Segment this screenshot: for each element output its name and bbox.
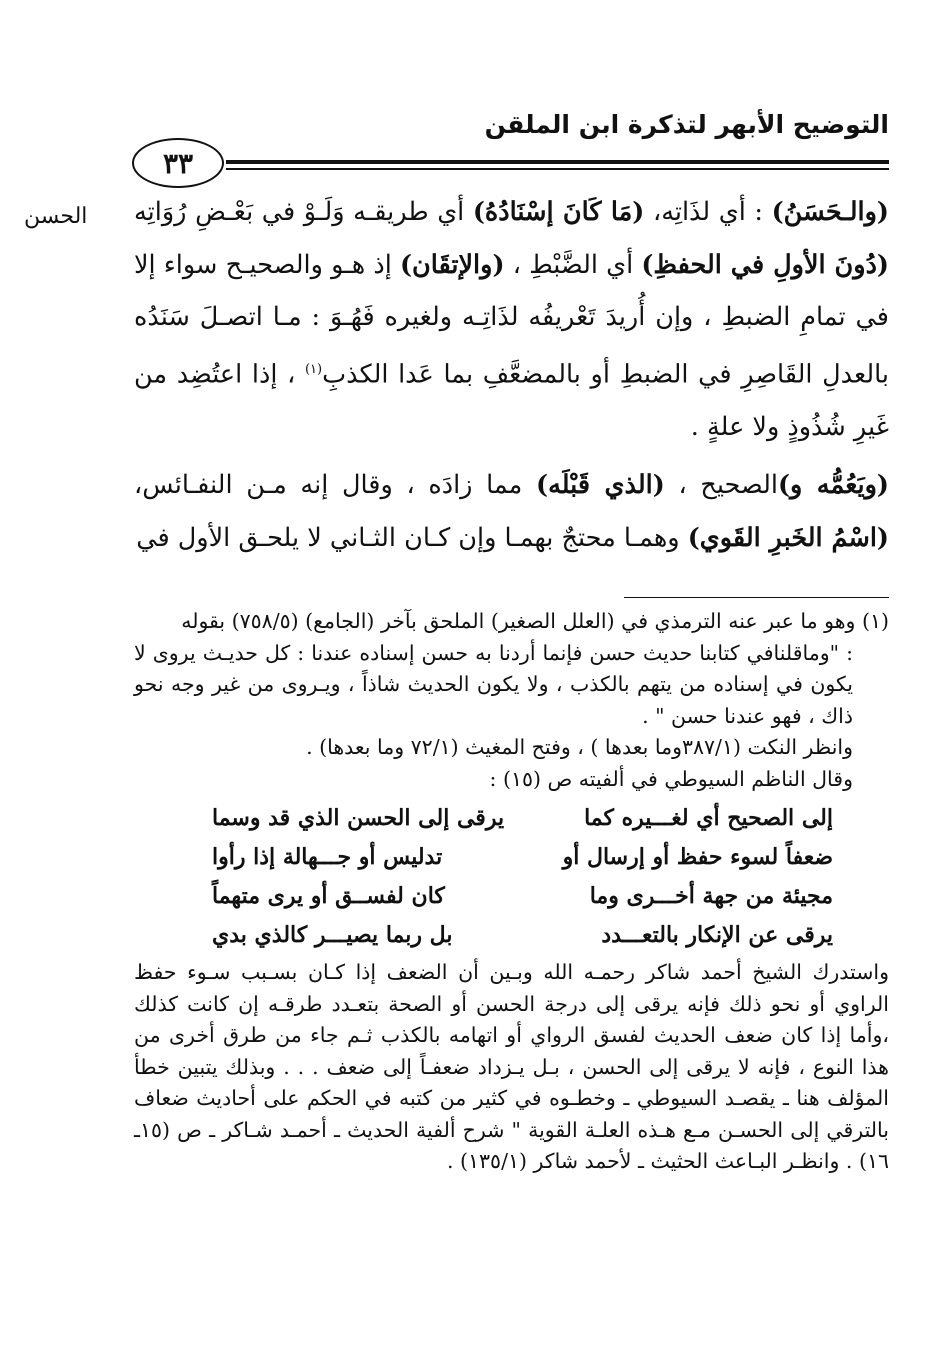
main-text <box>134 186 889 564</box>
poem-hemistich-first: ضعفاً لسوء حفظ أو إرسال أو <box>562 844 833 870</box>
footnote-1-quote: : "وماقلنافي كتابنا حديث حسن فإنما أردنا به حسن إسناده عندنا : كل حديـث يروى لا يكون في إسناده من يتهم بالكذب ، ولا يكون الحديث شاذاً ، ويـروى من غير وجه نحو ذاك ، فهو عندنا حسن " . <box>134 640 853 728</box>
poem-verse <box>212 799 833 838</box>
header-rule-thin <box>226 168 889 170</box>
main-paragraph-2 <box>134 459 889 564</box>
matn-phrase: (الذي قَبْلَه) <box>536 470 665 500</box>
poem-hemistich-second: كان لفســق أو يرى متهماً <box>212 883 445 909</box>
matn-phrase: (ويَعُمُّه و) <box>777 470 889 500</box>
sharh-text: أي طريقـه وَلَـوْ في بَعْـضِ رُوَاتِه <box>134 197 473 227</box>
poem-hemistich-first: إلى الصحيح أي لغـــيره كما <box>584 805 833 831</box>
sharh-text: مما زادَه ، وقال إنه مـن النفـائس، <box>134 470 536 500</box>
poem-hemistich-first: مجيئة من جهة أخـــرى وما <box>589 883 833 909</box>
matn-phrase: (دُونَ الأولِ في الحفظِ) <box>641 249 889 280</box>
page-number: ٣٣ <box>132 138 224 188</box>
footnote-separator <box>624 597 889 598</box>
footnotes <box>134 606 889 1178</box>
running-title: التوضيح الأبهر لتذكرة ابن الملقن <box>484 110 889 139</box>
footnote-ref: (١) <box>304 361 323 377</box>
sharh-text: إذ هـو والصحيـح سواء إلا في تمامِ الضبطِ ، وإن أُريدَ تَعْريفُه لذَاتِـه ولغيره فَهُـوَ : مـا اتصـلَ سَنَدُه بالعدلِ القَاصِرِ في الضبطِ أو بالمضعَّفِ بما عَدا الكذبِ <box>134 249 889 389</box>
poem-verse <box>212 916 833 955</box>
poem-verse <box>212 838 833 877</box>
matn-phrase: (والإتقَان) <box>399 249 505 280</box>
poem-hemistich-second: يرقى إلى الحسن الذي قد وسما <box>212 805 505 831</box>
sharh-text: ، إذا اعتُضِد من غَيرِ شُذُوذٍ ولا علةٍ . <box>134 359 889 442</box>
poem-hemistich-first: يرقى عن الإنكار بالتعـــدد <box>601 922 833 948</box>
main-paragraph-1 <box>134 186 889 453</box>
poem-hemistich-second: تدليس أو جـــهالة إذا رأوا <box>212 844 443 870</box>
matn-phrase: (اسْمُ الخَبرِ القَوي) <box>687 522 889 553</box>
matn-phrase: (والـحَسَنُ) <box>771 197 889 227</box>
sharh-text: وهمـا محتجٌ بهمـا وإن كـان الثـاني لا يلحـق الأول في <box>136 522 688 553</box>
matn-phrase: (مَا كَانَ إسْنَادُهُ) <box>472 197 645 227</box>
poem <box>134 799 889 955</box>
margin-note: الحسن <box>24 204 88 229</box>
header-rule <box>226 160 889 164</box>
shakir-commentary: واستدرك الشيخ أحمد شاكر رحمـه الله وبـين أن الضعف إذا كـان بسـبب سـوء حفظ الراوي أو نحو ذلك فإنه يرقى إلى درجة الحسن أو الصحة بتعـدد طرقـه إن كانت كذلك ،وأما إذا كان ضعف الحديث لفسق الرواي أو اتهامه بالكذب ثـم جاء من طرق أخرى من هذا النوع ، فإنه لا يرقى إلى الحسن ، بـل يـزداد ضعفـاً إلى ضعف . . . وبذلك يتبين خطأ المؤلف هنا ـ يقصـد السيوطي ـ وخطـوه في كثير من كتبه في الحكم على أحاديث ضعاف بالترقي إلى الحسـن مـع هـذه العلـة القوية " شرح ألفية الحديث ـ أحمـد شـاكر ـ ص (١٥ـ ١٦) . وانظـر البـاعث الحثيث ـ لأحمد شاكر (١٣٥/١) . <box>134 960 889 1173</box>
sharh-text: : أي لذَاتِه، <box>644 197 772 227</box>
poem-hemistich-second: بل ربما يصيـــر كالذي بدي <box>212 922 453 948</box>
footnote-1-intro: (١) وهو ما عبر عنه الترمذي في (العلل الصغير) الملحق بآخر (الجامع) (٧٥٨/٥) بقوله <box>181 609 889 633</box>
sharh-text: الصحيح ، <box>664 470 778 500</box>
footnote-references: وانظر النكت (٣٨٧/١وما بعدها ) ، وفتح المغيث (٧٢/١ وما بعدها) . <box>306 735 853 759</box>
suyuti-intro: وقال الناظم السيوطي في ألفيته ص (١٥) : <box>489 766 853 791</box>
sharh-text: أي الضَّبْطِ ، <box>504 249 642 280</box>
poem-verse <box>212 877 833 916</box>
